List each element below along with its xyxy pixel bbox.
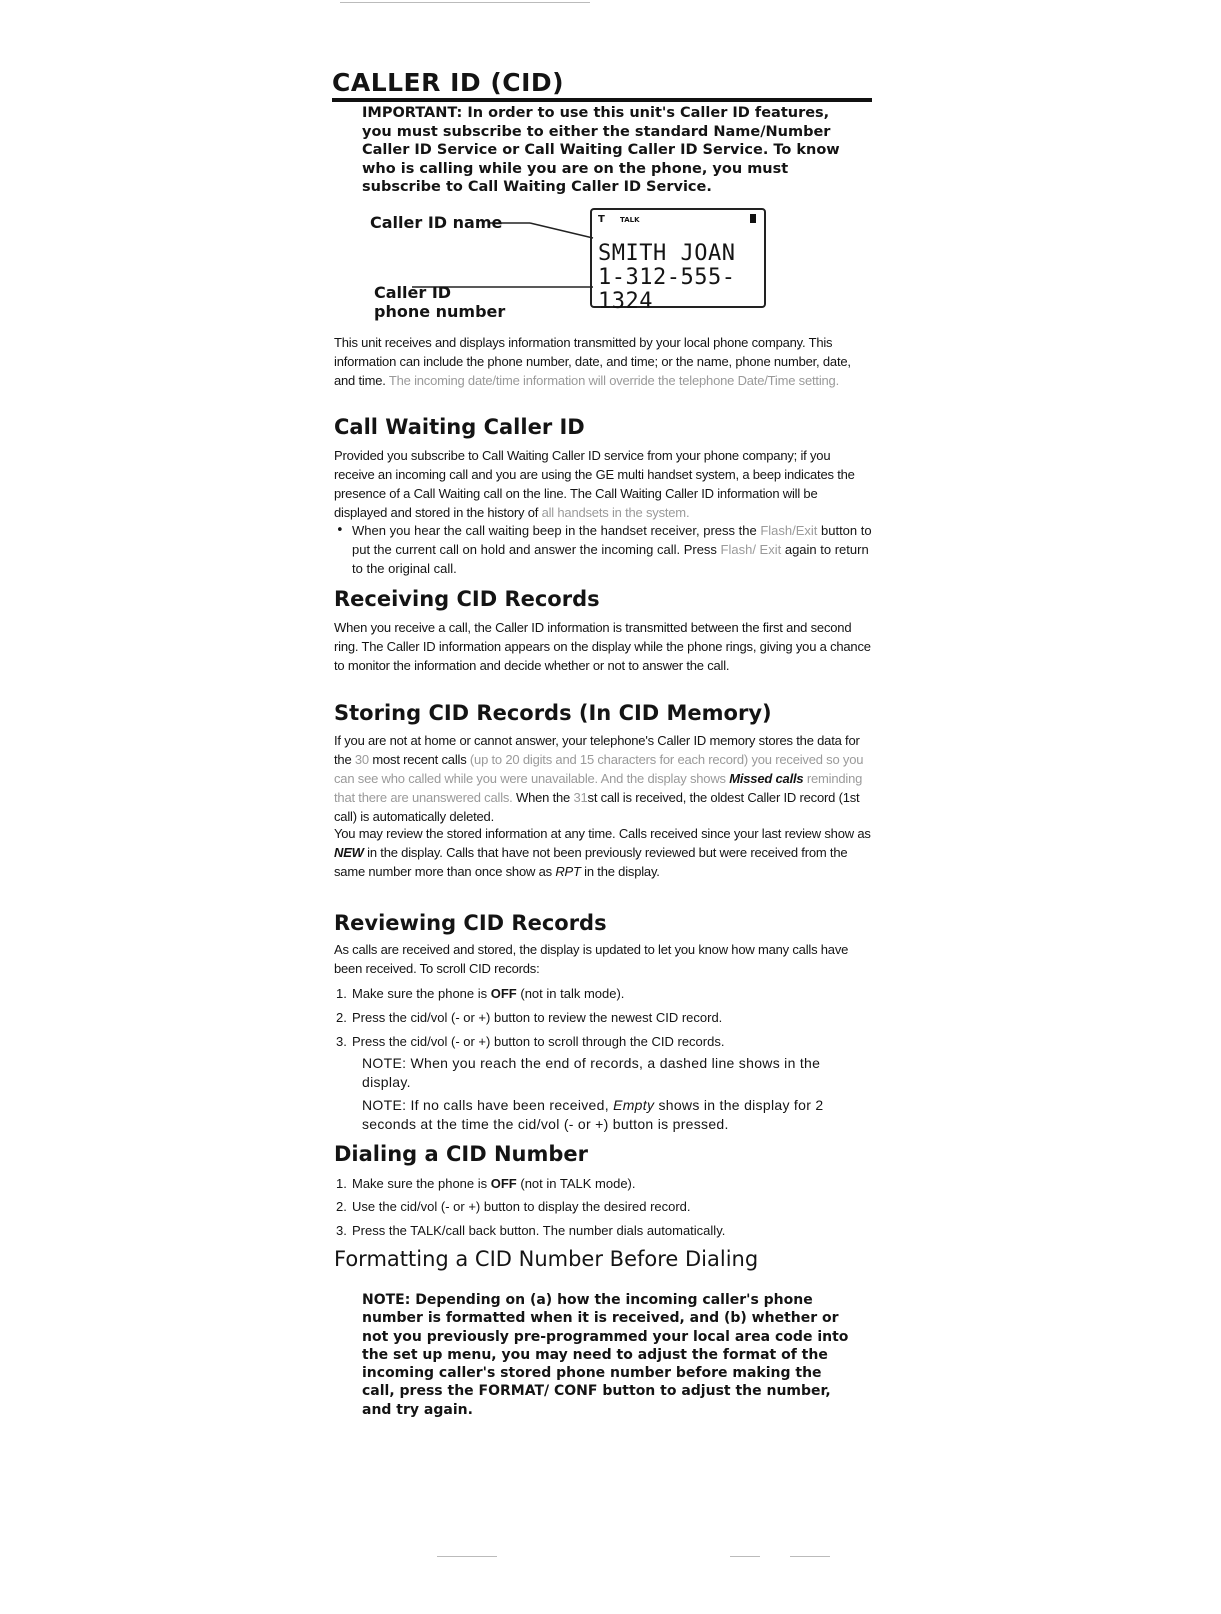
storing-text-b: 30 (354, 752, 369, 767)
review-text-a: You may review the stored information at any time. Calls received since your last review show as (334, 826, 871, 841)
heading-storing: Storing CID Records (In CID Memory) (334, 701, 772, 725)
storing-missed-calls: Missed calls (729, 771, 804, 786)
important-text: In order to use this unit's Caller ID features, you must subscribe to either the standard Name/Number Caller ID Service or Call Waiting Caller ID Service. To know who is calling while you are on the phone, you must subscribe to Call Waiting Caller ID Service. (362, 105, 840, 195)
dialing-step-1 (352, 1174, 872, 1193)
dialing-step-2: Use the cid/vol (- or +) button to display the desired record. (352, 1199, 691, 1214)
bullet-flash-exit-1: Flash/Exit (760, 523, 818, 538)
review-text-c: in the display. Calls that have not been previously reviewed but were received from the same number more than once show as (334, 845, 848, 879)
note-text: NOTE: If no calls have been received, (362, 1097, 614, 1113)
review-rpt-label: RPT (555, 864, 581, 879)
bullet-text-c: button to put the current call on hold and answer the incoming call. Press (352, 523, 872, 557)
reviewing-note-2 (362, 1096, 842, 1134)
step-number: 1. (336, 986, 347, 1001)
storing-text-i: 31 (573, 790, 588, 805)
reviewing-step-2: Press the cid/vol (- or +) button to review the newest CID record. (352, 1010, 723, 1025)
reviewing-step-1 (352, 984, 872, 1003)
step-bold: OFF (490, 986, 517, 1001)
step-text: (not in talk mode). (516, 986, 625, 1001)
receiving-paragraph: When you receive a call, the Caller ID information is transmitted between the first and second ring. The Caller ID information appears on the display while the phone rings, giving you a chance to monitor the information and decide whether or not to answer the call. (334, 620, 871, 673)
storing-text-j: st call is received, the oldest Caller ID record (1st call) is automatically deleted. (334, 790, 860, 824)
storing-text-d: (up to 20 digits and 15 characters for each record) (469, 752, 749, 767)
display-caller-name: SMITH JOAN (598, 241, 736, 266)
storing-paragraph-2 (334, 824, 874, 881)
call-waiting-paragraph (334, 446, 874, 522)
caller-id-number-label-1: Caller ID (374, 283, 452, 302)
heading-reviewing: Reviewing CID Records (334, 911, 607, 935)
intro-faint-text: The incoming date/time information will override the telephone Date/Time setting. (388, 373, 839, 388)
step-number: 2. (336, 1199, 347, 1214)
storing-text-c: most recent calls (368, 752, 470, 767)
storing-text-h: When the (512, 790, 574, 805)
storing-text-a: If you are not at home or cannot answer, your telephone's Caller ID memory stores the data for the (334, 733, 860, 767)
important-label: IMPORTANT: (362, 105, 463, 121)
talk-indicator: TALK (620, 216, 640, 224)
call-waiting-faint-text: all handsets in the system. (541, 505, 690, 520)
review-text-e: in the display. (580, 864, 660, 879)
bullet-text-a: When you hear the call waiting beep in the handset receiver, press the (352, 523, 761, 538)
heading-dialing: Dialing a CID Number (334, 1142, 588, 1166)
call-waiting-text: Provided you subscribe to Call Waiting Caller ID service from your phone company; if you receive an incoming call and you are using the GE multi handset system, a beep indicates the presence of a Call Waiting call on the line. The Call Waiting Caller ID information will be displayed and stored in the history of (334, 448, 855, 520)
formatting-note: NOTE: Depending on (a) how the incoming caller's phone number is formatted when it is received, and (b) whether or not you previously pre-programmed your local area code into the set up menu, you may need to adjust the format of the incoming caller's stored phone number before making the call, press the FORMAT/ CONF button to adjust the number, and try again. (362, 1292, 849, 1418)
caller-id-number-label-2: phone number (374, 302, 506, 321)
important-notice (362, 104, 842, 197)
storing-text-e: you received so you can see who called while you were unavailable. And the display shows (334, 752, 864, 786)
reviewing-note-1: NOTE: When you reach the end of records, a dashed line shows in the display. (362, 1055, 821, 1090)
dialing-step-3: Press the TALK/call back button. The number dials automatically. (352, 1223, 726, 1238)
storing-paragraph-1 (334, 731, 874, 826)
step-text: (not in TALK mode). (516, 1176, 636, 1191)
step-number: 2. (336, 1010, 347, 1025)
note-text: shows in the display for 2 seconds at the time the cid/vol (- or +) button is pressed. (362, 1097, 824, 1132)
bullet-icon: • (336, 523, 344, 538)
reviewing-step-3: Press the cid/vol (- or +) button to scroll through the CID records. (352, 1034, 725, 1049)
heading-receiving: Receiving CID Records (334, 587, 600, 611)
step-bold: OFF (490, 1176, 517, 1191)
step-number: 1. (336, 1176, 347, 1191)
review-new-label: NEW (334, 845, 364, 860)
page-title: CALLER ID (CID) (332, 68, 872, 102)
step-number: 3. (336, 1223, 347, 1238)
battery-icon (750, 214, 756, 223)
display-caller-number: 1-312-555-1324 (598, 265, 736, 314)
intro-paragraph (334, 333, 874, 390)
call-waiting-bullet (352, 521, 872, 578)
lcd-display (590, 208, 766, 314)
bullet-text-e: again to return to the original call. (352, 542, 869, 576)
heading-call-waiting: Call Waiting Caller ID (334, 415, 585, 439)
heading-formatting: Formatting a CID Number Before Dialing (334, 1247, 759, 1271)
storing-text-g: reminding that there are unanswered calls. (334, 771, 863, 805)
caller-id-name-label: Caller ID name (370, 213, 503, 232)
bullet-flash-exit-2: Flash/ Exit (720, 542, 782, 557)
step-text: Make sure the phone is (352, 986, 491, 1001)
intro-text: This unit receives and displays information transmitted by your local phone company. This information can include the phone number, date, and time; or the name, phone number, date, and time. (334, 335, 851, 388)
step-text: Make sure the phone is (352, 1176, 491, 1191)
reviewing-paragraph: As calls are received and stored, the display is updated to let you know how many calls have been received. To scroll CID records: (334, 942, 849, 976)
note-empty-label: Empty (613, 1097, 655, 1113)
step-number: 3. (336, 1034, 347, 1049)
antenna-icon: T (598, 214, 605, 225)
